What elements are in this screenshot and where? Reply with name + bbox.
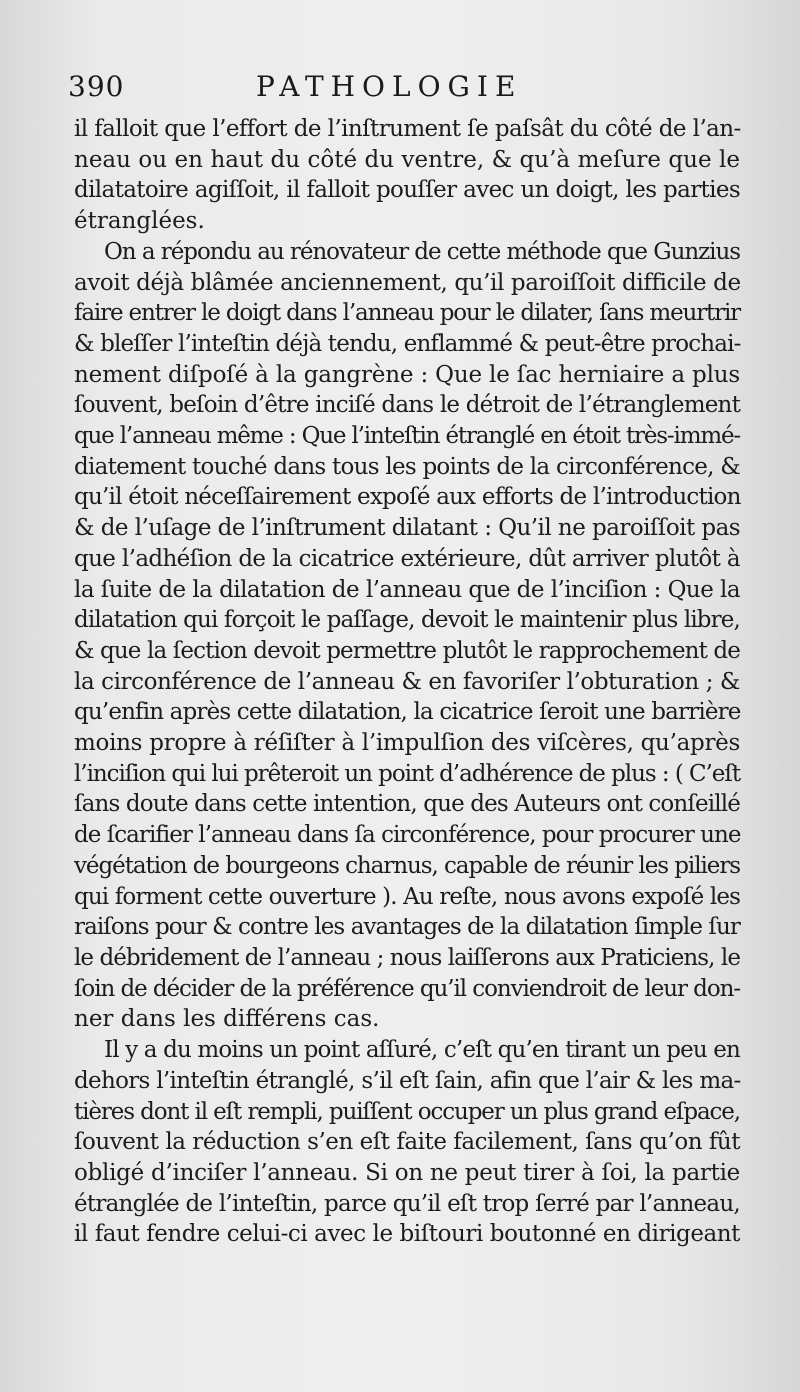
- text-line: que l’adhéſion de la cicatrice extérieure, dût arriver plutôt à: [74, 545, 741, 572]
- text-line: ner dans les différens cas.: [74, 1006, 380, 1033]
- text-line: il faut fendre celui-ci avec le biſtouri boutonné en dirigeant: [74, 1221, 740, 1248]
- text-line: la ſuite de la dilatation de l’anneau que de l’inciſion : Que la: [74, 576, 741, 603]
- text-line: qu’enfin après cette dilatation, la cicatrice ſeroit une barrière: [74, 699, 741, 726]
- text-line: dilatation qui forçoit le paſſage, devoit le maintenir plus libre,: [74, 607, 740, 634]
- paragraph-1: [74, 114, 740, 237]
- text-line: étranglée de l’inteſtin, parce qu’il eſt trop ſerré par l’anneau,: [74, 1190, 740, 1217]
- page-header: [0, 66, 800, 110]
- text-line: végétation de bourgeons charnus, capable de réunir les piliers: [74, 852, 740, 879]
- text-line: qui forment cette ouverture ). Au reſte, nous avons expoſé les: [74, 883, 741, 910]
- text-line: nement diſpoſé à la gangrène : Que le ſac herniaire a plus: [74, 361, 741, 388]
- text-line: l’inciſion qui lui prêteroit un point d’adhérence de plus : ( C’eſt: [74, 760, 741, 787]
- text-line: & de l’uſage de l’inſtrument dilatant : Qu’il ne paroiſſoit pas: [74, 515, 741, 542]
- text-line: dilatatoire agiſſoit, il falloit pouſſer avec un doigt, les parties: [74, 177, 740, 204]
- running-head: PATHOLOGIE: [256, 70, 523, 103]
- text-line: diatement touché dans tous les points de la circonférence, &: [74, 453, 740, 480]
- text-line: neau ou en haut du côté du ventre, & qu’à meſure que le: [74, 146, 740, 173]
- paragraph-2: [74, 237, 740, 1035]
- text-line: tières dont il eſt rempli, puiſſent occuper un plus grand eſpace,: [74, 1098, 740, 1125]
- text-line: ſouvent la réduction s’en eſt faite facilement, ſans qu’on fût: [74, 1129, 741, 1156]
- text-line: de ſcarifier l’anneau dans ſa circonférence, pour procurer une: [74, 822, 741, 849]
- body-text: [74, 114, 740, 1250]
- text-line: dehors l’inteſtin étranglé, s’il eſt ſain, afin que l’air & les ma-: [74, 1067, 741, 1094]
- text-line: ſouvent, beſoin d’être inciſé dans le détroit de l’étranglement: [74, 392, 741, 419]
- text-line: ſans doute dans cette intention, que des Auteurs ont conſeillé: [74, 791, 740, 818]
- text-line: obligé d’inciſer l’anneau. Si on ne peut tirer à ſoi, la partie: [74, 1159, 740, 1186]
- text-line: le débridement de l’anneau ; nous laiſſerons aux Praticiens, le: [74, 944, 740, 971]
- text-line: Il y a du moins un point aſſuré, c’eſt qu’en tirant un peu en: [104, 1037, 740, 1064]
- text-line: la circonférence de l’anneau & en favoriſer l’obturation ; &: [74, 668, 740, 695]
- text-line: qu’il étoit néceſſairement expoſé aux efforts de l’introduction: [74, 484, 741, 511]
- text-line: ſoin de décider de la préférence qu’il conviendroit de leur don-: [74, 975, 741, 1002]
- text-line: avoit déjà blâmée anciennement, qu’il paroiſſoit difficile de: [74, 269, 741, 296]
- text-line: On a répondu au rénovateur de cette méthode que Gunzius: [104, 238, 740, 265]
- text-line: faire entrer le doigt dans l’anneau pour le dilater, ſans meurtrir: [74, 300, 740, 327]
- text-line: & bleſſer l’inteſtin déjà tendu, enflammé & peut-être prochai-: [74, 330, 741, 357]
- text-line: & que la ſection devoit permettre plutôt le rapprochement de: [74, 637, 740, 664]
- text-line: que l’anneau même : Que l’inteſtin étranglé en étoit très-immé-: [74, 423, 740, 450]
- text-line: raiſons pour & contre les avantages de la dilatation ſimple ſur: [74, 914, 740, 941]
- text-line: étranglées.: [74, 208, 205, 235]
- paragraph-3: [74, 1035, 740, 1250]
- text-line: moins propre à réſiſter à l’impulſion des viſcères, qu’après: [74, 730, 740, 757]
- text-line: il falloit que l’effort de l’inſtrument ſe paſsât du côté de l’an-: [74, 116, 741, 142]
- page-number: 390: [68, 70, 125, 103]
